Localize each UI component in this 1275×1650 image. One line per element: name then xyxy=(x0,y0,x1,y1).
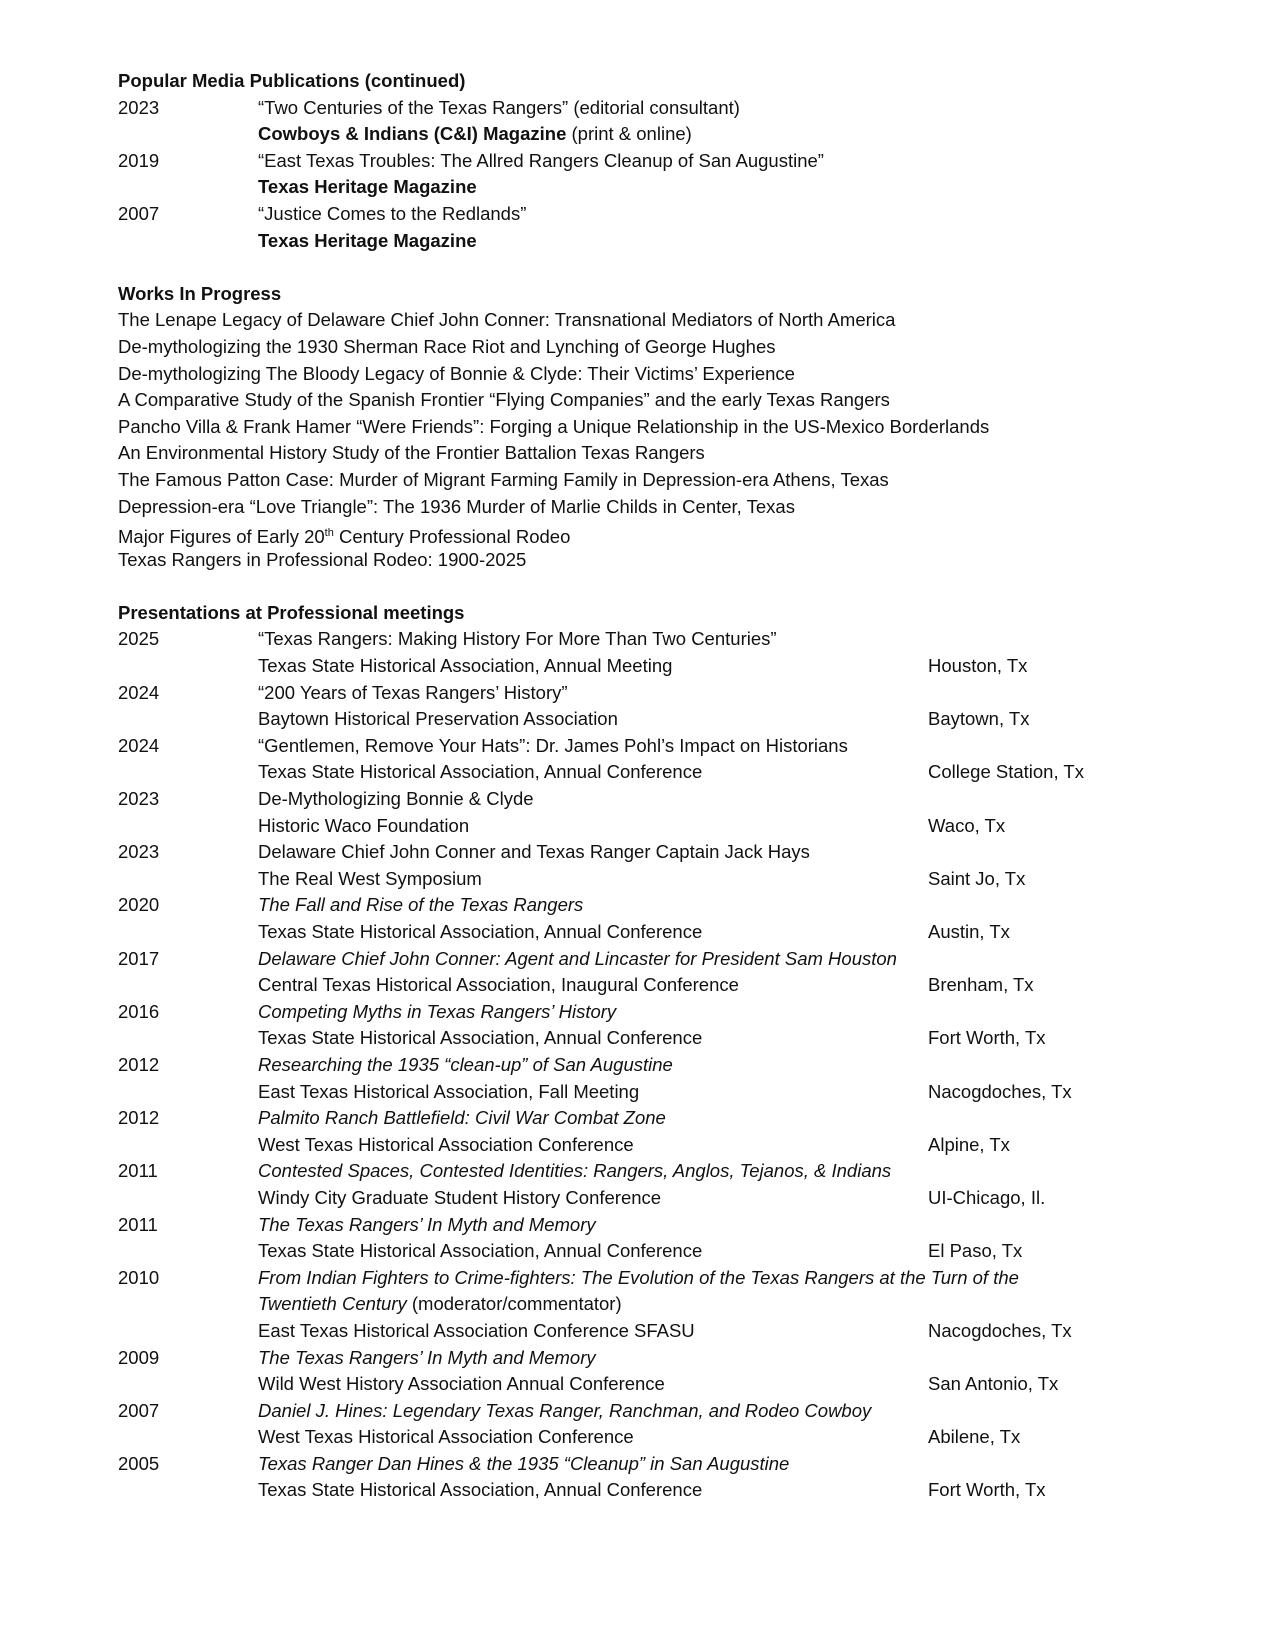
work-item: The Lenape Legacy of Delaware Chief John Conner: Transnational Mediators of North America xyxy=(118,309,896,331)
line xyxy=(118,839,1218,866)
presentation-title: The Texas Rangers’ In Myth and Memory xyxy=(258,1213,596,1235)
presentation-title: From Indian Fighters to Crime-fighters: The Evolution of the Texas Rangers at the Turn of the xyxy=(258,1266,1019,1288)
cv-page xyxy=(118,68,1218,1504)
work-item: Depression-era “Love Triangle”: The 1936 Murder of Marlie Childs in Center, Texas xyxy=(118,495,795,517)
publication-title: “East Texas Troubles: The Allred Rangers Cleanup of San Augustine” xyxy=(258,149,824,171)
presentation-venue: The Real West Symposium xyxy=(258,867,482,889)
line xyxy=(118,1345,1218,1372)
presentation-title-line xyxy=(258,1212,596,1239)
presentation-venue: Texas State Historical Association, Annual Conference xyxy=(258,1240,703,1262)
presentation-title: Researching the 1935 “clean-up” of San Augustine xyxy=(258,1053,673,1075)
year: 2024 xyxy=(118,681,160,703)
line xyxy=(118,228,1218,255)
presentation-title: Daniel J. Hines: Legendary Texas Ranger, Ranchman, and Rodeo Cowboy xyxy=(258,1399,872,1421)
publication-venue xyxy=(258,121,692,148)
presentation-venue: Windy City Graduate Student History Conference xyxy=(258,1186,662,1208)
line xyxy=(118,972,1218,999)
presentation-title: The Texas Rangers’ In Myth and Memory xyxy=(258,1346,596,1368)
presentation-venue: Historic Waco Foundation xyxy=(258,814,470,836)
presentation-title-line xyxy=(258,680,568,707)
publication-venue xyxy=(258,228,477,255)
line xyxy=(118,1318,1218,1345)
title-note: (moderator/commentator) xyxy=(406,1293,622,1315)
presentation-location: Fort Worth, Tx xyxy=(928,1479,1046,1501)
presentation-location: Austin, Tx xyxy=(928,921,1010,942)
presentation-title-line xyxy=(258,1105,666,1132)
presentation-title: Texas Ranger Dan Hines & the 1935 “Cleanup” in San Augustine xyxy=(258,1452,790,1474)
year: 2010 xyxy=(118,1266,160,1288)
year: 2012 xyxy=(118,1107,160,1129)
presentation-venue: Wild West History Association Annual Conference xyxy=(258,1373,665,1395)
presentation-venue: Texas State Historical Association, Annual Conference xyxy=(258,761,703,783)
publication-title: “Two Centuries of the Texas Rangers” (editorial consultant) xyxy=(258,96,740,118)
year: 2017 xyxy=(118,947,160,969)
line xyxy=(118,547,1218,574)
presentation-title: “200 Years of Texas Rangers’ History” xyxy=(258,681,568,703)
presentation-title-line xyxy=(258,1158,891,1185)
presentation-title: Twentieth Century xyxy=(258,1293,407,1315)
line xyxy=(118,95,1218,122)
year: 2025 xyxy=(118,628,160,650)
line xyxy=(118,1291,1218,1318)
presentation-title-line xyxy=(258,1451,789,1478)
presentation-title: “Texas Rangers: Making History For More Than Two Centuries” xyxy=(258,628,777,650)
line xyxy=(118,1052,1218,1079)
line xyxy=(118,494,1218,521)
line xyxy=(118,440,1218,467)
magazine-name: Texas Heritage Magazine xyxy=(258,176,477,198)
line xyxy=(118,1079,1218,1106)
line xyxy=(118,1105,1218,1132)
work-item: Pancho Villa & Frank Hamer “Were Friends”: Forging a Unique Relationship in the US-Mexico Borderlands xyxy=(118,415,990,437)
presentation-title-line xyxy=(258,733,848,760)
line xyxy=(118,1025,1218,1052)
presentation-venue: Texas State Historical Association, Annual Conference xyxy=(258,1027,703,1049)
blank-line xyxy=(118,254,1218,281)
presentation-title-line xyxy=(258,946,897,973)
presentation-location: Saint Jo, Tx xyxy=(928,867,1026,889)
year: 2023 xyxy=(118,788,160,810)
presentation-location: Baytown, Tx xyxy=(928,708,1030,730)
presentation-venue: Texas State Historical Association, Annual Conference xyxy=(258,921,703,942)
presentation-title: Contested Spaces, Contested Identities: Rangers, Anglos, Tejanos, & Indians xyxy=(258,1160,892,1182)
line xyxy=(118,148,1218,175)
presentation-title-line xyxy=(258,892,583,919)
line xyxy=(118,1477,1218,1504)
work-item: De-mythologizing the 1930 Sherman Race Riot and Lynching of George Hughes xyxy=(118,335,776,357)
year: 2016 xyxy=(118,1000,160,1022)
line xyxy=(118,387,1218,414)
line xyxy=(118,1212,1218,1239)
presentation-title-line xyxy=(258,1291,622,1318)
line xyxy=(118,1132,1218,1159)
line xyxy=(118,1424,1218,1451)
line xyxy=(118,467,1218,494)
line xyxy=(118,946,1218,973)
work-item: The Famous Patton Case: Murder of Migrant Farming Family in Depression-era Athens, Texas xyxy=(118,468,889,490)
line xyxy=(118,68,1218,95)
line xyxy=(118,999,1218,1026)
presentation-title-line xyxy=(258,626,777,653)
presentation-location: Abilene, Tx xyxy=(928,1426,1021,1448)
venue-note: (print & online) xyxy=(566,123,692,145)
blank-line xyxy=(118,573,1218,600)
line xyxy=(118,414,1218,441)
presentation-location: College Station, Tx xyxy=(928,761,1084,783)
presentation-location: El Paso, Tx xyxy=(928,1240,1023,1262)
section-heading-media: Popular Media Publications (continued) xyxy=(118,70,466,91)
line xyxy=(118,1185,1218,1212)
publication-title: “Justice Comes to the Redlands” xyxy=(258,202,527,224)
presentation-venue: West Texas Historical Association Conference xyxy=(258,1426,634,1448)
line xyxy=(118,1238,1218,1265)
line xyxy=(118,1265,1218,1292)
publication-venue xyxy=(258,174,477,201)
year: 2009 xyxy=(118,1346,160,1368)
line xyxy=(118,919,1218,946)
line xyxy=(118,866,1218,893)
line xyxy=(118,307,1218,334)
presentation-location: Alpine, Tx xyxy=(928,1133,1010,1155)
line xyxy=(118,361,1218,388)
year: 2020 xyxy=(118,894,160,916)
presentation-venue: Central Texas Historical Association, Inaugural Conference xyxy=(258,974,739,996)
year: 2011 xyxy=(118,1213,158,1235)
presentation-title: Delaware Chief John Conner and Texas Ranger Captain Jack Hays xyxy=(258,841,810,863)
line xyxy=(118,334,1218,361)
year: 2024 xyxy=(118,734,160,756)
line xyxy=(118,121,1218,148)
year: 2023 xyxy=(118,96,160,118)
line xyxy=(118,174,1218,201)
presentation-venue: West Texas Historical Association Conference xyxy=(258,1133,634,1155)
year: 2011 xyxy=(118,1160,158,1182)
line xyxy=(118,626,1218,653)
presentation-location: Brenham, Tx xyxy=(928,974,1034,996)
line xyxy=(118,520,1218,547)
presentation-location: Nacogdoches, Tx xyxy=(928,1319,1072,1341)
year: 2007 xyxy=(118,1399,160,1421)
work-item: A Comparative Study of the Spanish Frontier “Flying Companies” and the early Texas Rangers xyxy=(118,389,890,411)
work-item: An Environmental History Study of the Frontier Battalion Texas Rangers xyxy=(118,442,705,464)
section-heading-presentations: Presentations at Professional meetings xyxy=(118,601,465,623)
year: 2023 xyxy=(118,841,160,863)
line xyxy=(118,201,1218,228)
year: 2007 xyxy=(118,202,160,224)
line xyxy=(118,1371,1218,1398)
presentation-location: Houston, Tx xyxy=(928,655,1028,677)
year: 2019 xyxy=(118,149,160,171)
line xyxy=(118,706,1218,733)
presentation-location: San Antonio, Tx xyxy=(928,1373,1059,1395)
presentation-title-line xyxy=(258,1345,596,1372)
line xyxy=(118,1158,1218,1185)
presentation-location: Fort Worth, Tx xyxy=(928,1027,1046,1049)
line xyxy=(118,600,1218,627)
presentation-title: Palmito Ranch Battlefield: Civil War Combat Zone xyxy=(258,1107,666,1129)
presentation-location: Waco, Tx xyxy=(928,814,1006,836)
work-item: Texas Rangers in Professional Rodeo: 1900-2025 xyxy=(118,548,527,570)
year: 2012 xyxy=(118,1053,160,1075)
line xyxy=(118,786,1218,813)
section-heading-works: Works In Progress xyxy=(118,282,282,304)
presentation-title: “Gentlemen, Remove Your Hats”: Dr. James Pohl’s Impact on Historians xyxy=(258,734,848,756)
line xyxy=(118,1451,1218,1478)
line xyxy=(118,680,1218,707)
presentation-venue: East Texas Historical Association Conference SFASU xyxy=(258,1319,695,1341)
line xyxy=(118,733,1218,760)
presentation-title: The Fall and Rise of the Texas Rangers xyxy=(258,894,584,916)
presentation-title-line xyxy=(258,1052,673,1079)
magazine-name: Cowboys & Indians (C&I) Magazine xyxy=(258,123,567,145)
presentation-title-line xyxy=(258,1265,1019,1292)
presentation-title: De-Mythologizing Bonnie & Clyde xyxy=(258,788,534,810)
line xyxy=(118,892,1218,919)
presentation-venue: Baytown Historical Preservation Association xyxy=(258,708,618,730)
presentation-venue: East Texas Historical Association, Fall Meeting xyxy=(258,1080,640,1102)
presentation-venue: Texas State Historical Association, Annual Meeting xyxy=(258,655,673,677)
presentation-title-line xyxy=(258,999,616,1026)
presentation-location: UI-Chicago, Il. xyxy=(928,1186,1046,1208)
line xyxy=(118,813,1218,840)
line xyxy=(118,759,1218,786)
presentation-title: Competing Myths in Texas Rangers’ History xyxy=(258,1000,617,1022)
line xyxy=(118,653,1218,680)
work-item: De-mythologizing The Bloody Legacy of Bonnie & Clyde: Their Victims’ Experience xyxy=(118,362,795,384)
superscript: th xyxy=(324,527,334,540)
presentation-title-line xyxy=(258,786,534,813)
work-item: Major Figures of Early 20th Century Professional Rodeo xyxy=(118,526,571,548)
presentation-title-line xyxy=(258,1398,871,1425)
presentation-venue: Texas State Historical Association, Annual Conference xyxy=(258,1479,703,1501)
line xyxy=(118,1398,1218,1425)
year: 2005 xyxy=(118,1452,160,1474)
magazine-name: Texas Heritage Magazine xyxy=(258,229,477,251)
presentation-location: Nacogdoches, Tx xyxy=(928,1080,1072,1102)
presentation-title-line xyxy=(258,839,810,866)
line xyxy=(118,281,1218,308)
presentation-title: Delaware Chief John Conner: Agent and Lincaster for President Sam Houston xyxy=(258,947,897,969)
